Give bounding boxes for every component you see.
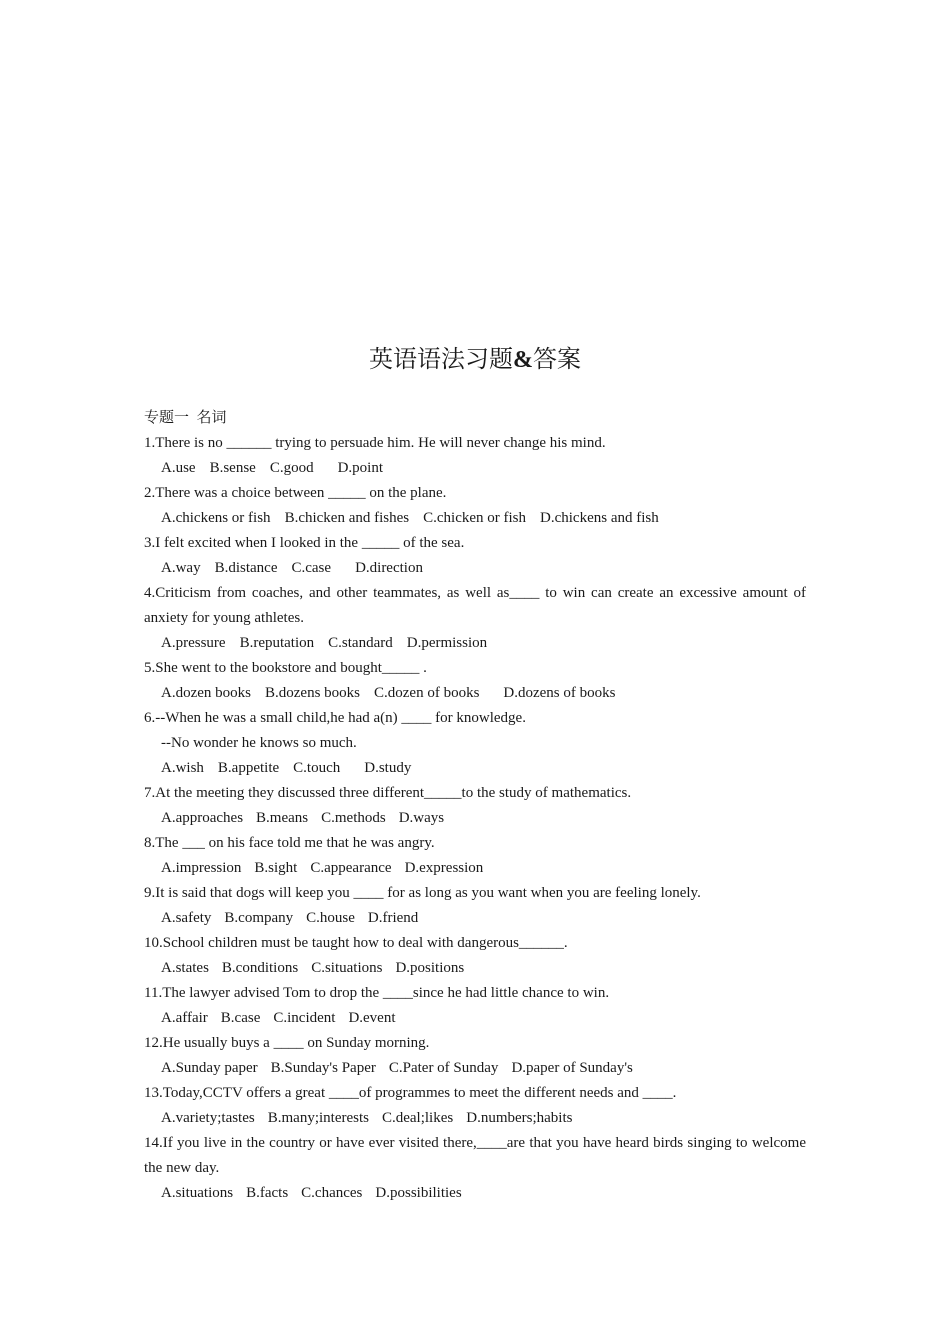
answer-option[interactable]: B.reputation xyxy=(239,635,315,651)
answer-options xyxy=(144,856,806,881)
answer-option[interactable]: A.use xyxy=(161,460,196,476)
section-heading: 专题一 名词 xyxy=(144,410,227,426)
answer-option[interactable]: B.means xyxy=(256,810,309,826)
answer-option[interactable]: C.standard xyxy=(328,635,393,651)
answer-option[interactable]: A.impression xyxy=(161,860,242,876)
answer-options xyxy=(144,681,806,706)
answer-option[interactable]: D.expression xyxy=(404,860,484,876)
title-text: 英语语法习题 xyxy=(369,347,513,373)
question-text: 6.--When he was a small child,he had a(n) ____ for knowledge. xyxy=(144,710,526,726)
answer-option[interactable]: A.approaches xyxy=(161,810,244,826)
answer-option[interactable]: D.direction xyxy=(355,560,423,576)
answer-option[interactable]: C.deal;likes xyxy=(381,1110,454,1126)
title-ampersand: & xyxy=(513,347,533,373)
question-text: 10.School children must be taught how to deal with dangerous______. xyxy=(144,935,568,951)
answer-option[interactable]: B.many;interests xyxy=(267,1110,369,1126)
answer-option[interactable]: D.point xyxy=(337,460,384,476)
answer-options xyxy=(144,506,806,531)
answer-option[interactable]: C.Pater of Sunday xyxy=(388,1060,499,1076)
question-text: 9.It is said that dogs will keep you ____ for as long as you want when you are feeling lonely. xyxy=(144,885,701,901)
answer-option[interactable]: B.company xyxy=(224,910,294,926)
answer-option[interactable]: C.dozen of books xyxy=(374,685,480,701)
answer-option[interactable]: D.event xyxy=(348,1010,396,1026)
answer-options xyxy=(144,1181,806,1206)
answer-option[interactable]: A.Sunday paper xyxy=(161,1060,258,1076)
answer-option[interactable]: D.permission xyxy=(406,635,488,651)
answer-options xyxy=(144,456,806,481)
answer-option[interactable]: B.distance xyxy=(214,560,278,576)
answer-option[interactable]: C.chances xyxy=(301,1185,363,1201)
answer-option[interactable]: D.friend xyxy=(367,910,419,926)
question-dialogue-line: --No wonder he knows so much. xyxy=(161,735,357,751)
document-title xyxy=(144,340,806,380)
answer-options xyxy=(144,906,806,931)
answer-option[interactable]: D.ways xyxy=(398,810,445,826)
answer-option[interactable]: A.states xyxy=(161,960,209,976)
answer-option[interactable]: A.wish xyxy=(161,760,204,776)
answer-options xyxy=(144,1056,806,1081)
question-text: 14.If you live in the country or have ever visited there,____are that you have heard birds singing to welcome the new day. xyxy=(144,1135,806,1176)
answer-option[interactable]: D.study xyxy=(364,760,412,776)
answer-option[interactable]: D.positions xyxy=(395,960,465,976)
answer-option[interactable]: D.paper of Sunday's xyxy=(511,1060,633,1076)
question-text: 11.The lawyer advised Tom to drop the ____since he had little chance to win. xyxy=(144,985,610,1001)
question-text: 4.Criticism from coaches, and other teammates, as well as____ to win can create an excessive amount of anxiety for young athletes. xyxy=(144,585,806,626)
answer-option[interactable]: B.case xyxy=(220,1010,261,1026)
answer-option[interactable]: C.incident xyxy=(273,1010,336,1026)
answer-options xyxy=(144,956,806,981)
question-text: 13.Today,CCTV offers a great ____of programmes to meet the different needs and ____. xyxy=(144,1085,677,1101)
answer-options xyxy=(144,631,806,656)
answer-option[interactable]: B.conditions xyxy=(221,960,299,976)
answer-options xyxy=(144,806,806,831)
answer-option[interactable]: C.touch xyxy=(293,760,341,776)
question-text: 8.The ___ on his face told me that he was angry. xyxy=(144,835,435,851)
answer-option[interactable]: D.chickens and fish xyxy=(540,510,659,526)
answer-option[interactable]: C.good xyxy=(269,460,314,476)
answer-option[interactable]: A.safety xyxy=(161,910,212,926)
answer-option[interactable]: D.possibilities xyxy=(375,1185,462,1201)
document-page xyxy=(144,340,806,1206)
answer-option[interactable]: B.Sunday's Paper xyxy=(270,1060,376,1076)
question-text: 1.There is no ______ trying to persuade him. He will never change his mind. xyxy=(144,435,606,451)
answer-option[interactable]: B.dozens books xyxy=(265,685,360,701)
answer-option[interactable]: C.appearance xyxy=(310,860,392,876)
answer-option[interactable]: A.affair xyxy=(161,1010,208,1026)
question-list xyxy=(144,431,806,1206)
answer-options xyxy=(144,1006,806,1031)
question-text: 2.There was a choice between _____ on the plane. xyxy=(144,485,447,501)
answer-option[interactable]: B.sight xyxy=(254,860,298,876)
question-text: 3.I felt excited when I looked in the _____ of the sea. xyxy=(144,535,465,551)
answer-option[interactable]: B.appetite xyxy=(217,760,280,776)
answer-option[interactable]: A.pressure xyxy=(161,635,226,651)
title-suffix: 答案 xyxy=(533,347,581,373)
answer-option[interactable]: D.numbers;habits xyxy=(466,1110,573,1126)
answer-option[interactable]: B.chicken and fishes xyxy=(284,510,410,526)
question-text: 7.At the meeting they discussed three different_____to the study of mathematics. xyxy=(144,785,632,801)
answer-options xyxy=(144,1106,806,1131)
answer-option[interactable]: C.situations xyxy=(311,960,383,976)
question-text: 5.She went to the bookstore and bought_____ . xyxy=(144,660,427,676)
answer-option[interactable]: C.chicken or fish xyxy=(423,510,527,526)
answer-option[interactable]: C.case xyxy=(291,560,332,576)
answer-options xyxy=(144,756,806,781)
answer-option[interactable]: A.variety;tastes xyxy=(161,1110,255,1126)
answer-option[interactable]: B.sense xyxy=(209,460,256,476)
answer-options xyxy=(144,556,806,581)
answer-option[interactable]: A.situations xyxy=(161,1185,234,1201)
answer-option[interactable]: A.way xyxy=(161,560,201,576)
answer-option[interactable]: A.chickens or fish xyxy=(161,510,271,526)
answer-option[interactable]: B.facts xyxy=(246,1185,289,1201)
answer-option[interactable]: C.house xyxy=(306,910,355,926)
answer-option[interactable]: A.dozen books xyxy=(161,685,251,701)
answer-option[interactable]: D.dozens of books xyxy=(503,685,616,701)
answer-option[interactable]: C.methods xyxy=(321,810,386,826)
question-text: 12.He usually buys a ____ on Sunday morning. xyxy=(144,1035,430,1051)
